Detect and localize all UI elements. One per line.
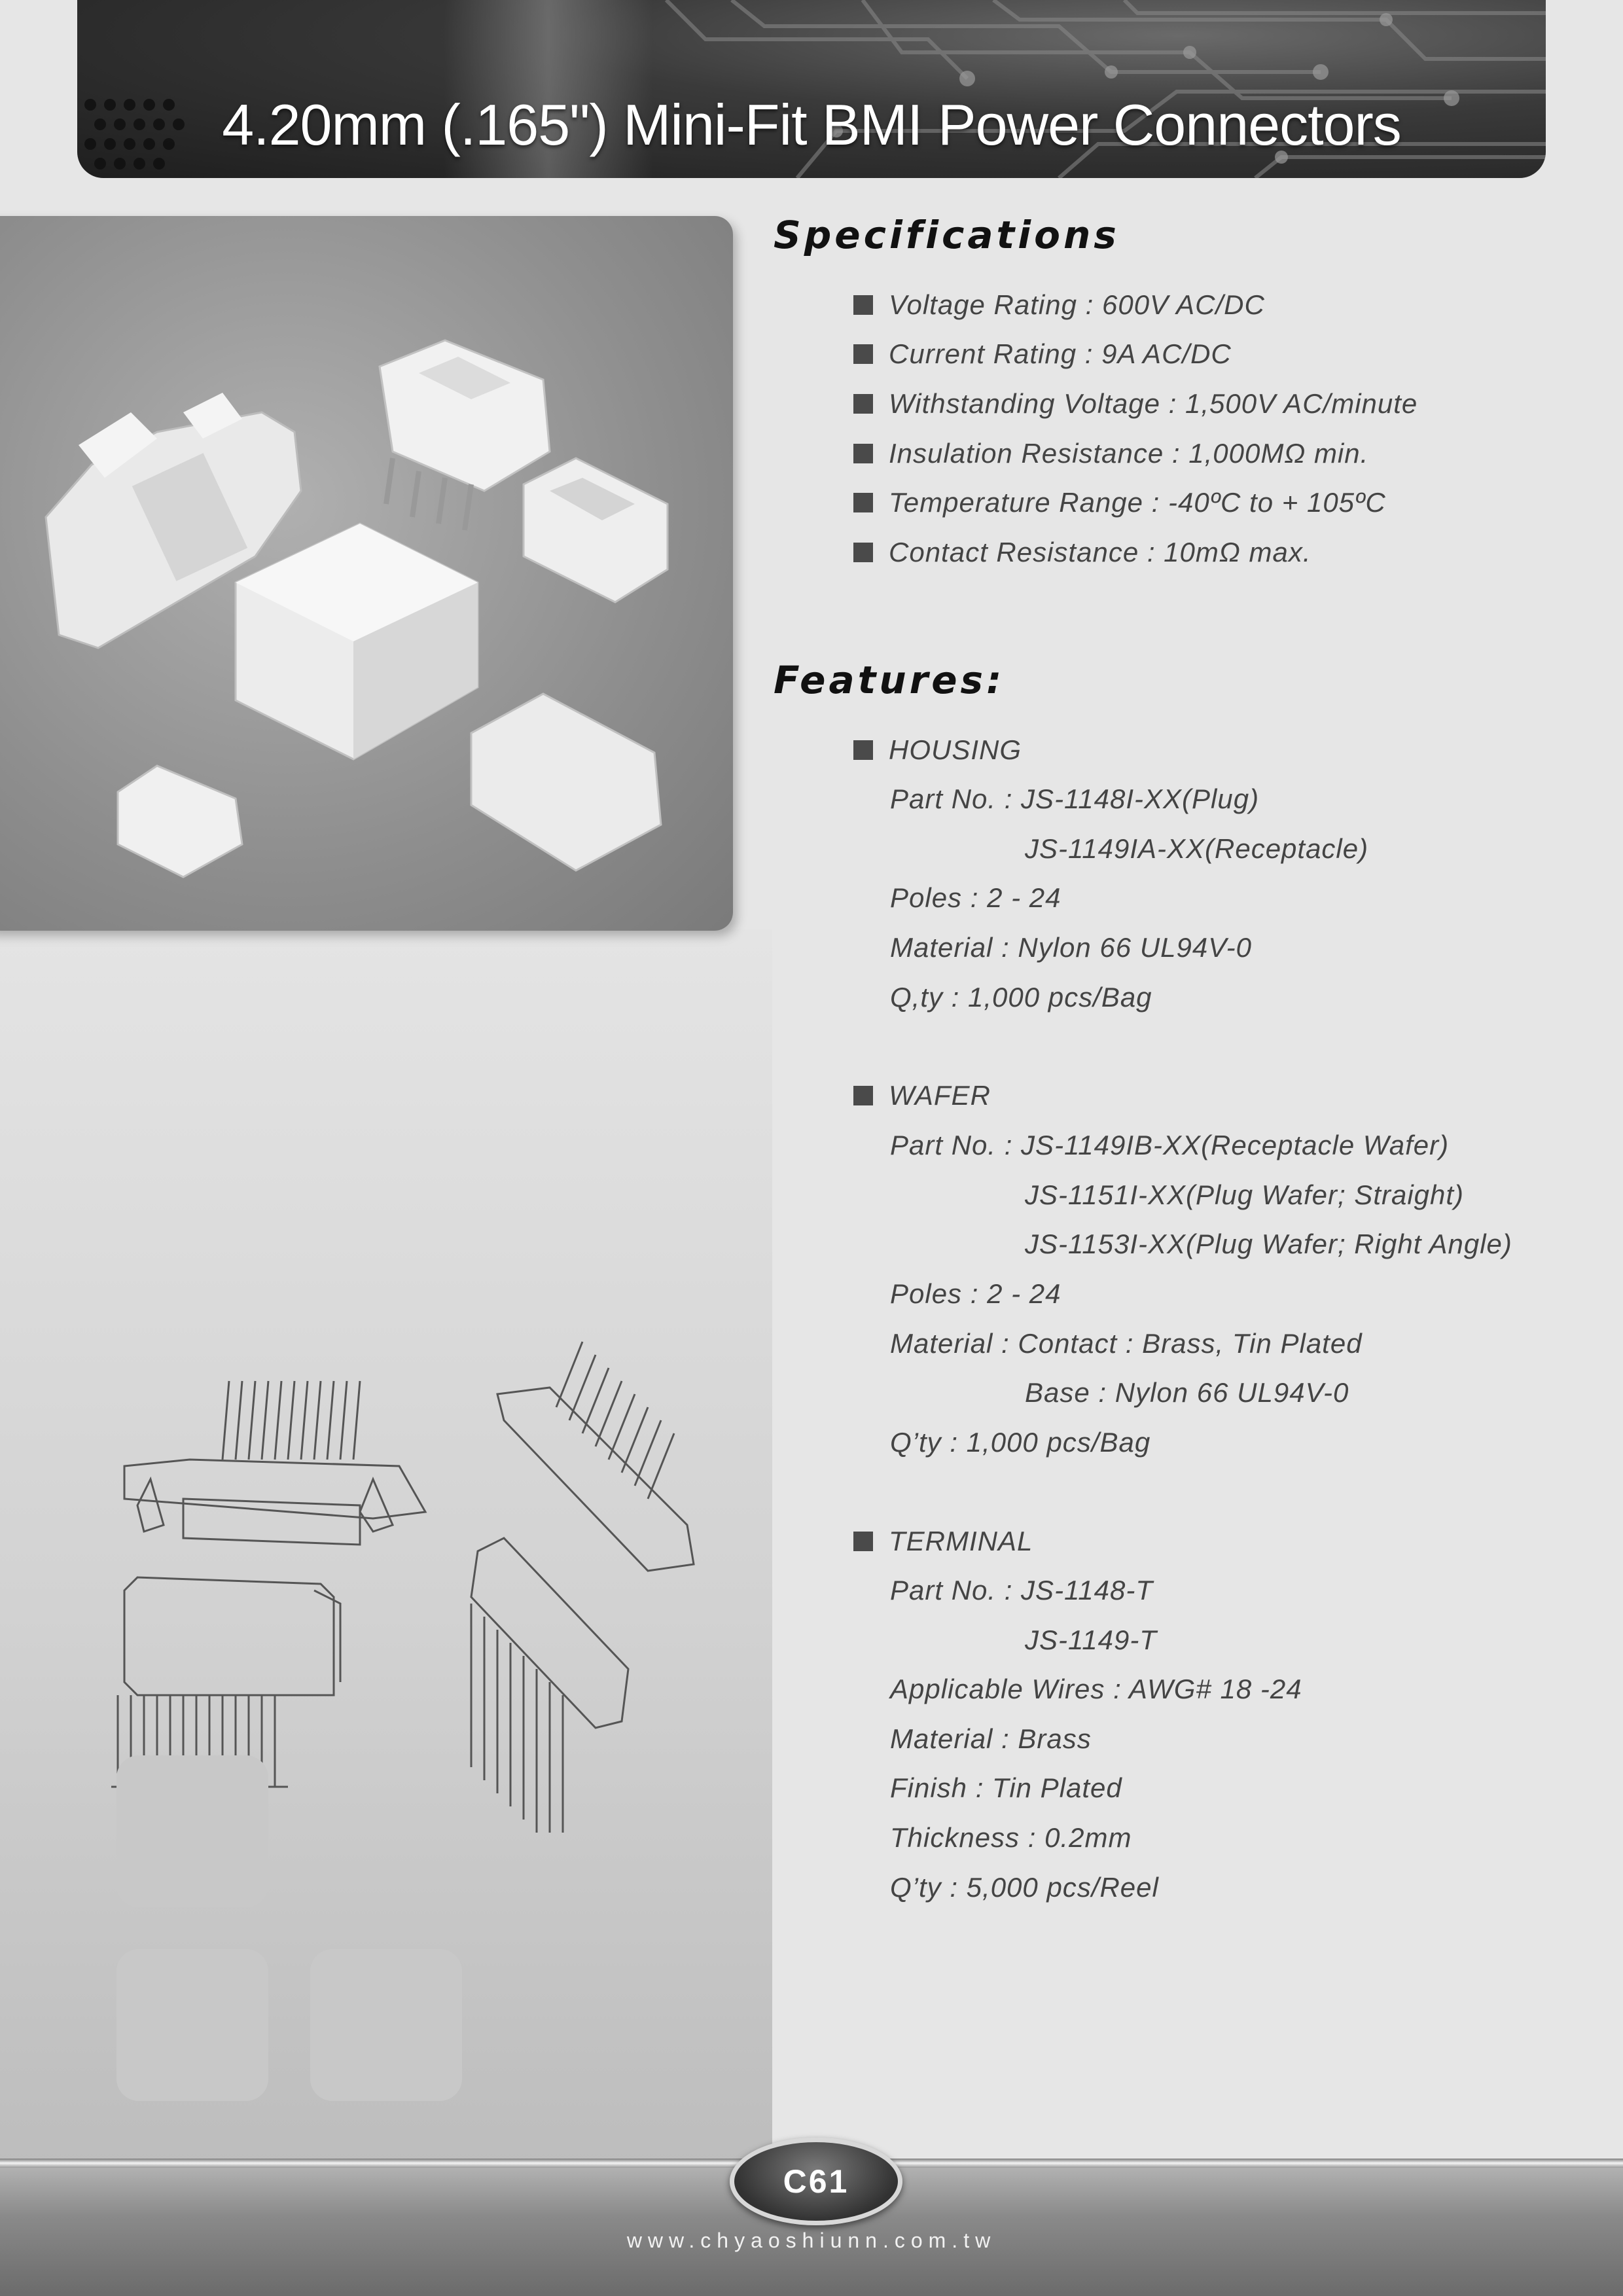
- spec-item: Withstanding Voltage : 1,500V AC/minute: [853, 384, 1418, 423]
- terminal-thickness: Thickness : 0.2mm: [890, 1822, 1132, 1853]
- housing-heading: HOUSING: [853, 730, 1022, 770]
- header-banner: [77, 0, 1546, 178]
- housing-poles: Poles : 2 - 24: [890, 882, 1061, 913]
- square-bullet-icon: [853, 740, 873, 760]
- decorative-square: [310, 1949, 462, 2101]
- terminal-part-no-2: JS-1149-T: [1025, 1624, 1157, 1655]
- terminal-wires: Applicable Wires : AWG# 18 -24: [890, 1674, 1302, 1704]
- wafer-material: Material : Contact : Brass, Tin Plated: [890, 1328, 1363, 1359]
- terminal-heading: TERMINAL: [853, 1522, 1033, 1561]
- small-housing-image: [524, 458, 668, 602]
- square-bullet-icon: [853, 394, 873, 414]
- square-bullet-icon: [853, 1086, 873, 1105]
- terminal-part-no: Part No. : JS-1148-T: [890, 1575, 1154, 1605]
- wafer-material-2: Base : Nylon 66 UL94V-0: [1025, 1377, 1349, 1408]
- wafer-part-no: Part No. : JS-1149IB-XX(Receptacle Wafer): [890, 1130, 1450, 1160]
- square-bullet-icon: [853, 344, 873, 364]
- wafer-image: [471, 694, 661, 870]
- wafer-poles: Poles : 2 - 24: [890, 1278, 1061, 1309]
- housing-part-no: Part No. : JS-1148I-XX(Plug): [890, 783, 1260, 814]
- square-bullet-icon: [853, 295, 873, 315]
- square-bullet-icon: [853, 1532, 873, 1551]
- spec-item: Voltage Rating : 600V AC/DC: [853, 285, 1265, 325]
- housing-part-no-2: JS-1149IA-XX(Receptacle): [1025, 833, 1369, 864]
- wafer-part-no-3: JS-1153I-XX(Plug Wafer; Right Angle): [1025, 1229, 1512, 1259]
- housing-qty: Q,ty : 1,000 pcs/Bag: [890, 982, 1152, 1013]
- receptacle-housing-image: [236, 524, 478, 759]
- decorative-square: [116, 1755, 268, 1907]
- square-bullet-icon: [853, 444, 873, 463]
- wafer-heading: WAFER: [853, 1076, 991, 1115]
- square-bullet-icon: [853, 543, 873, 562]
- square-bullet-icon: [853, 493, 873, 512]
- page-number-badge: C61: [730, 2138, 902, 2225]
- product-photo: [0, 216, 733, 931]
- housing-material: Material : Nylon 66 UL94V-0: [890, 932, 1253, 963]
- specifications-heading: Specifications: [774, 213, 1120, 257]
- website-url[interactable]: www.chyaoshiunn.com.tw: [626, 2229, 997, 2252]
- small-plug-image: [118, 766, 242, 877]
- terminal-material: Material : Brass: [890, 1723, 1092, 1754]
- terminal-qty: Q’ty : 5,000 pcs/Reel: [890, 1872, 1159, 1903]
- spec-item: Insulation Resistance : 1,000MΩ min.: [853, 434, 1368, 473]
- wafer-qty: Q’ty : 1,000 pcs/Bag: [890, 1427, 1151, 1458]
- page-title: 4.20mm (.165") Mini-Fit BMI Power Connectors: [222, 92, 1401, 157]
- spec-item: Current Rating : 9A AC/DC: [853, 334, 1232, 374]
- wafer-part-no-2: JS-1151I-XX(Plug Wafer; Straight): [1025, 1179, 1465, 1210]
- spec-item: Contact Resistance : 10mΩ max.: [853, 533, 1311, 572]
- terminal-finish: Finish : Tin Plated: [890, 1772, 1122, 1803]
- features-heading: Features:: [774, 658, 1005, 702]
- spec-item: Temperature Range : -40ºC to + 105ºC: [853, 483, 1386, 522]
- decorative-square: [116, 1949, 268, 2101]
